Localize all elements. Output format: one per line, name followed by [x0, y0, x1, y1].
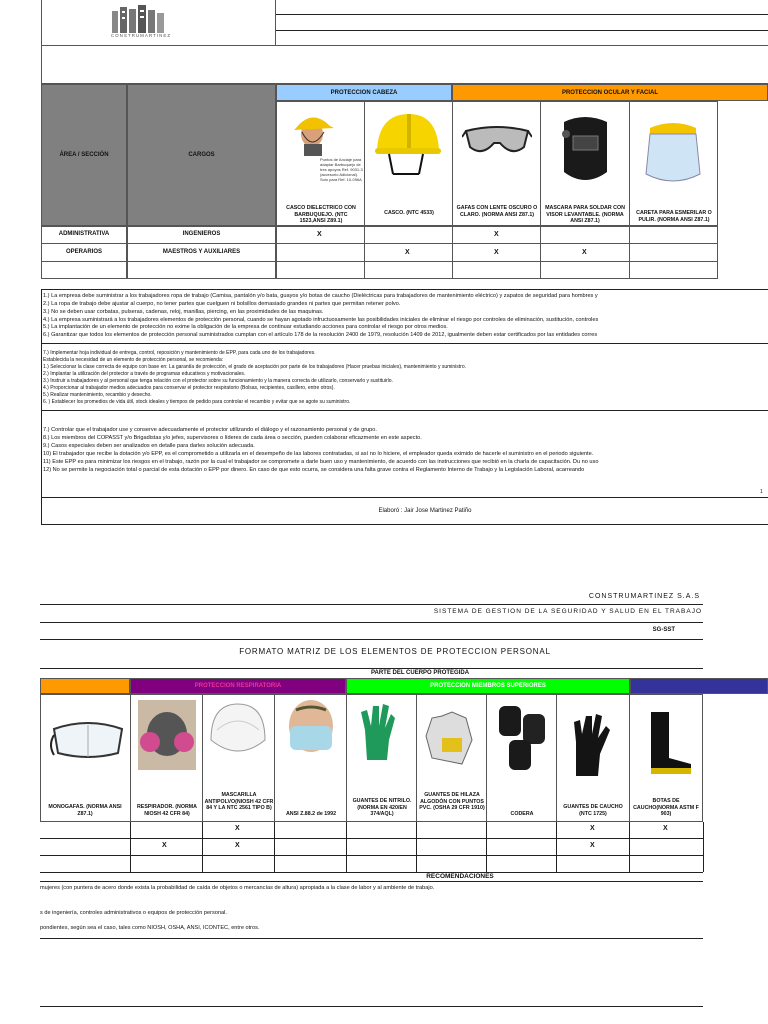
- item-caption-3: GAFAS CON LENTE OSCURO O CLARO. (NORMA ANSI Z87.1): [456, 205, 538, 218]
- page-number: 1: [760, 489, 763, 495]
- mark-r2-c4: X: [582, 249, 587, 256]
- item2-caption-4: ANSI Z.88.2 de 1992: [285, 811, 337, 817]
- rec-15: 7.) Controlar que el trabajador use y conserve adecuadamente el protector utilizando el diálogo y el razonamiento personal y de grupo.: [43, 427, 377, 433]
- proteccion-cabeza-header: PROTECCION CABEZA: [276, 84, 452, 101]
- surgical-mask-icon: [280, 700, 342, 756]
- welding-mask-icon: [558, 112, 613, 188]
- header-blank-row: [41, 45, 768, 84]
- rec-7: 7.) Implementar hoja individual de entrega, control, reposición y mantenimiento de EPP, para cada uno de los trabajadores.: [43, 350, 316, 356]
- company-logo: [100, 5, 182, 41]
- elbow-pad-icon: [495, 700, 549, 776]
- mark2-r1-c8: X: [590, 825, 595, 832]
- nitrile-gloves-icon: [355, 700, 407, 762]
- rec-4: 4.) La empresa suministrará a los trabajadores elementos de protección personal, cuando se hayan agotado infructuosamente las posibilidades iniciales de eliminar el riesgo por controles de eliminación, sustitución, controles: [43, 317, 599, 323]
- rec-17: 9.) Casos especiales deben ser analizados en detalle para darles solución adecuada.: [43, 443, 255, 449]
- mark2-r1-c9: X: [663, 825, 668, 832]
- rubber-boots-icon: [641, 710, 696, 776]
- safety-glasses-icon: [462, 123, 532, 163]
- goggles-icon: [48, 715, 128, 765]
- mark-r2-c3: X: [494, 249, 499, 256]
- recommendations-title: RECOMENDACIONES: [426, 873, 494, 880]
- mark-r1-c1: X: [317, 231, 322, 238]
- item2-caption-6: GUANTES DE HILAZA ALGODÓN CON PUNTOS PVC. (OSHA 29 CFR 1910): [419, 792, 485, 811]
- rec-16: 8.) Los miembros del COPASST y/o Brigadistas y/o jefes, supervisores o líderes de cada área o sección, pueden colaborar eficazmente en este aspecto.: [43, 435, 422, 441]
- rec-13: 5.) Realizar mantenimiento, recambio y desecho.: [43, 392, 152, 398]
- rec2-2: s de ingeniería, controles administrativos o equipos de protección personal.: [40, 910, 227, 916]
- rec-20: 12) No se permite la negociación total o parcial de esta dotación o EPP por dinero. En caso de que esto ocurra, se considera una falta grave contra el Reglamento Interno de Trabajo y la Legislación Laboral, acarreando: [43, 467, 585, 473]
- rec-8: Establecida la necesidad de un elemento de protección personal, se recomienda:: [43, 357, 224, 363]
- mark2-r2-c3: X: [235, 842, 240, 849]
- rec-14: 6. ) Establecer los promedios de vida útil, stock ideales y tiempos de pedido para controlar el recambio y evitar que se agote su suministro.: [43, 399, 351, 405]
- logo-text: CONSTRUMARTINEZ: [110, 33, 172, 38]
- item-caption-1: CASCO DIELECTRICO CON BARBUQUEJO. (NTC 1523,ANSI Z89.1): [286, 205, 356, 224]
- item2-caption-3: MASCARILLA ANTIPOLVO(NIOSH 42 CFR 84 Y LA NTC 2561 TIPO B): [204, 792, 274, 811]
- item2-caption-7: CODERA: [510, 811, 534, 817]
- rec2-1: mujeres (con puntera de acero donde exista la probabilidad de caída de objetos o mercancías de altura) apropiada a la clase de labor y al ambiente de trabajo.: [40, 885, 435, 891]
- item2-caption-1: MONOGAFAS. (NORMA ANSI Z87.1): [48, 804, 122, 817]
- format-title: FORMATO MATRIZ DE LOS ELEMENTOS DE PROTECCION PERSONAL: [239, 647, 551, 656]
- header-title-area: [275, 0, 768, 46]
- item-caption-4: MASCARA PARA SOLDAR CON VISOR LEVANTABLE. (NORMA ANSI Z87.1): [545, 205, 625, 224]
- rec-10: 2.) Implantar la utilización del protector a través de programas educativos y motivacionales.: [43, 371, 246, 377]
- cotton-gloves-icon: [422, 708, 482, 768]
- dielectric-helmet-icon: [290, 108, 350, 156]
- item-caption-2: CASCO. (NTC 4533): [384, 210, 434, 216]
- rec-18: 10) El trabajador que recibe la dotación y/o EPP, es el comprometido a utilizarla en el desempeño de las labores contratadas, si así no lo hiciere, el empleador queda eximido de hacerle el suministro en el periodo siguiente.: [43, 451, 594, 457]
- mark2-r2-c2: X: [162, 842, 167, 849]
- rec2-3: pondientes, según sea el caso, tales como NIOSH, OSHA, ANSI, ICONTEC, entre otros.: [40, 925, 260, 931]
- rec-19: 11) Este EPP es para minimizar los riesgos en el trabajo, razón por la cual el trabajador se compromete a darle buen uso y mantenimiento, de acuerdo con las instrucciones que recibió en la charla de capacitación. Du no uso: [43, 459, 599, 465]
- item2-caption-2: RESPIRADOR. (NORMA NIOSH 42 CFR 84): [136, 804, 198, 817]
- row-cargo-1: INGENIEROS: [182, 231, 221, 237]
- rec-12: 4.) Proporcionar al trabajador medios adecuados para conservar el protector respiratorio (Bolsas, recipientes, casillero, entre otros).: [43, 385, 335, 391]
- row-cargo-2: MAESTROS Y AUXILIARES: [162, 249, 241, 255]
- rec-5: 5.) La implantación de un elemento de protección no exime la obligación de la empresa de continuar estudiando acciones para controlar el riesgo por otros medios.: [43, 324, 448, 330]
- system-code: SG-SST: [652, 627, 675, 633]
- proteccion-ocular-header: PROTECCION OCULAR Y FACIAL: [452, 84, 768, 101]
- rec-2: 2.) La ropa de trabajo debe ajustar al cuerpo, no tener partes que cuelguen ni bolsillos demasiado grandes ni partes que permitan retener polvo.: [43, 301, 401, 307]
- rec-6: 6.) Garantizar que todos los elementos de protección personal suministrados cumplan con el artículo 178 de la resolución 2400 de 1979, resolución 1409 de 2012, igualmente deben estar certificados por las entidades corres: [43, 332, 598, 338]
- hard-hat-icon: [373, 110, 443, 182]
- face-shield-icon: [640, 118, 706, 188]
- dust-mask-icon: [207, 700, 269, 764]
- rubber-gloves-icon: [568, 712, 618, 778]
- rec-11: 3.) Instruir a trabajadores y al personal que tenga relación con el protector sobre su funcionamiento y la manera correcta de utilizarlo, conservarlo y sustituirlo.: [43, 378, 393, 384]
- elaboro-text: Elaboró : Jair Jose Martinez Patiño: [378, 508, 472, 514]
- item2-caption-5: GUANTES DE NITRILO. (NORMA EN 420/EN 374/AQL): [352, 798, 412, 817]
- mark2-r2-c8: X: [590, 842, 595, 849]
- item2-caption-9: BOTAS DE CAUCHO(NORMA ASTM F 903): [633, 798, 699, 817]
- ocular-continued-header: [40, 678, 130, 694]
- rec-9: 1.) Seleccionar la clase correcta de equipo con base en: La garantía de protección, el grado de aceptación por parte de los trabajadores (Hacer pruebas iniciales), mantenimiento y suministro.: [43, 364, 467, 370]
- body-part-header: PARTE DEL CUERPO PROTEGIDA: [370, 670, 470, 676]
- item-caption-5: CARETA PARA ESMERILAR O PULIR. (NORMA ANSI Z87.1): [636, 210, 712, 223]
- item2-caption-8: GUANTES DE CAUCHO (NTC 1725): [563, 804, 623, 817]
- mark2-r1-c3: X: [235, 825, 240, 832]
- row-area-1: ADMINISTRATIVA: [58, 231, 110, 237]
- system-name: SISTEMA DE GESTION DE LA SEGURIDAD Y SALUD EN EL TRABAJO: [433, 608, 702, 615]
- cargos-header: CARGOS: [127, 84, 276, 226]
- area-header: ÁREA / SECCIÓN: [41, 84, 127, 226]
- mark-r1-c3: X: [494, 231, 499, 238]
- mark-r2-c2: X: [405, 249, 410, 256]
- respiratory-header: PROTECCION RESPIRATORIA: [130, 678, 346, 694]
- company-name: CONSTRUMARTINEZ S.A.S: [588, 593, 700, 600]
- respirator-icon: [138, 700, 196, 770]
- lower-limbs-header: [630, 678, 768, 694]
- rec-1: 1.) La empresa debe suministrar a los trabajadores ropa de trabajo (Camisa, pantalón y/o bata, guayos y/o botas de caucho (Dieléctricas para trabajadores de mantenimiento eléctrico) y zapatos de seguridad para hombres y: [43, 293, 598, 299]
- casco-note: Puntos de Anclaje para adaptar Barbuquejo de tres apoyos Ref. 9031-3 (accesorio Adicional). Solo para Ref. 10-096A: [320, 157, 363, 182]
- rec-3: 3.) No se deben usar corbatas, pulseras, cadenas, reloj, manillas, piercing, en las proximidades de las maquinas.: [43, 309, 324, 315]
- upper-limbs-header: PROTECCION MIEMBROS SUPERIORES: [346, 678, 630, 694]
- row-area-2: OPERARIOS: [65, 249, 102, 255]
